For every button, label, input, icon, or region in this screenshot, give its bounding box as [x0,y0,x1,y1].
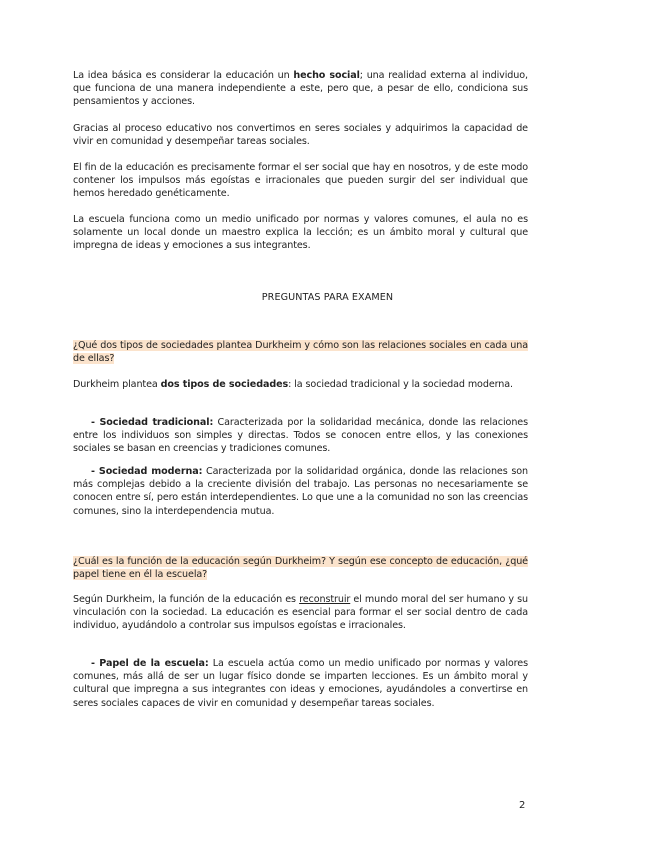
answer-1-sociedad-moderna [73,465,528,518]
text: el mundo moral del ser humano y su vinculación con la sociedad. La educación es esencial para formar el ser social dentro de cada individuo, ayudándolo a controlar sus impulsos egoístas e irracionales. [73,594,528,632]
paragraph-hecho-social [73,69,528,109]
text: La idea básica es considerar la educación un [73,70,294,81]
question-2 [73,555,528,581]
text: Durkheim plantea [73,379,161,390]
answer-1-intro [73,378,528,391]
text: Según Durkheim, la función de la educación es [73,594,300,605]
page-number: 2 [519,800,526,811]
paragraph-proceso-educativo: Gracias al proceso educativo nos convertimos en seres sociales y adquirimos la capacidad de vivir en comunidad y desempeñar tareas sociales. [73,123,528,148]
section-heading: PREGUNTAS PARA EXAMEN [261,292,394,303]
paragraph-fin-educacion: El fin de la educación es precisamente formar el ser social que hay en nosotros, y de este modo contener los impulsos más egoístas e irracionales que pueden surgir del ser individual que hemos heredado genéticamente. [73,162,528,200]
text: : la sociedad tradicional y la sociedad moderna. [288,379,514,390]
question-text: ¿Cuál es la función de la educación según Durkheim? Y según ese concepto de educación, ¿qué papel tiene en él la escuela? [73,556,528,581]
bold-term: - Sociedad tradicional: [91,417,214,428]
answer-2-papel-escuela [73,657,528,710]
question-1 [73,339,528,365]
bold-term: hecho social [293,70,360,81]
text: La escuela actúa como un medio unificado por normas y valores comunes, más allá de ser un lugar físico donde se imparten lecciones. Es un ámbito moral y cultural que impregna a sus integrantes con ideas y emociones, ayudándoles a convertirse en seres sociales capaces de vivir en comunidad y desempeñar tareas sociales. [73,658,529,709]
text: Caracterizada por la solidaridad orgánica, donde las relaciones son más complejas debido a la creciente división del trabajo. Las personas no necesariamente se conocen entre sí, pero están interdependientes. Lo que une a la comunidad no son las creencias comunes, sino la interdependencia mutua. [73,466,528,517]
bold-term: - Sociedad moderna: [91,466,203,477]
text: Caracterizada por la solidaridad mecánica, donde las relaciones entre los individuos son simples y directas. Todos se conocen entre ellos, y las conexiones sociales se basan en creencias y tradiciones comunes. [73,417,529,455]
text: ; una realidad externa al individuo, que funciona de una manera independiente a este, pero que, a pesar de ello, condiciona sus pensamientos y acciones. [73,70,528,108]
bold-term: - Papel de la escuela: [91,658,209,669]
paragraph-escuela: La escuela funciona como un medio unificado por normas y valores comunes, el aula no es solamente un local donde un maestro explica la lección; es un ámbito moral y cultural que impregna de ideas y emociones a sus integrantes. [73,214,528,252]
question-text: ¿Qué dos tipos de sociedades plantea Durkheim y cómo son las relaciones sociales en cada una de ellas? [73,340,528,365]
answer-2-intro [73,593,528,633]
answer-1-sociedad-tradicional [73,416,528,456]
underlined-term: reconstruir [299,594,351,605]
bold-term: dos tipos de sociedades [160,379,289,390]
